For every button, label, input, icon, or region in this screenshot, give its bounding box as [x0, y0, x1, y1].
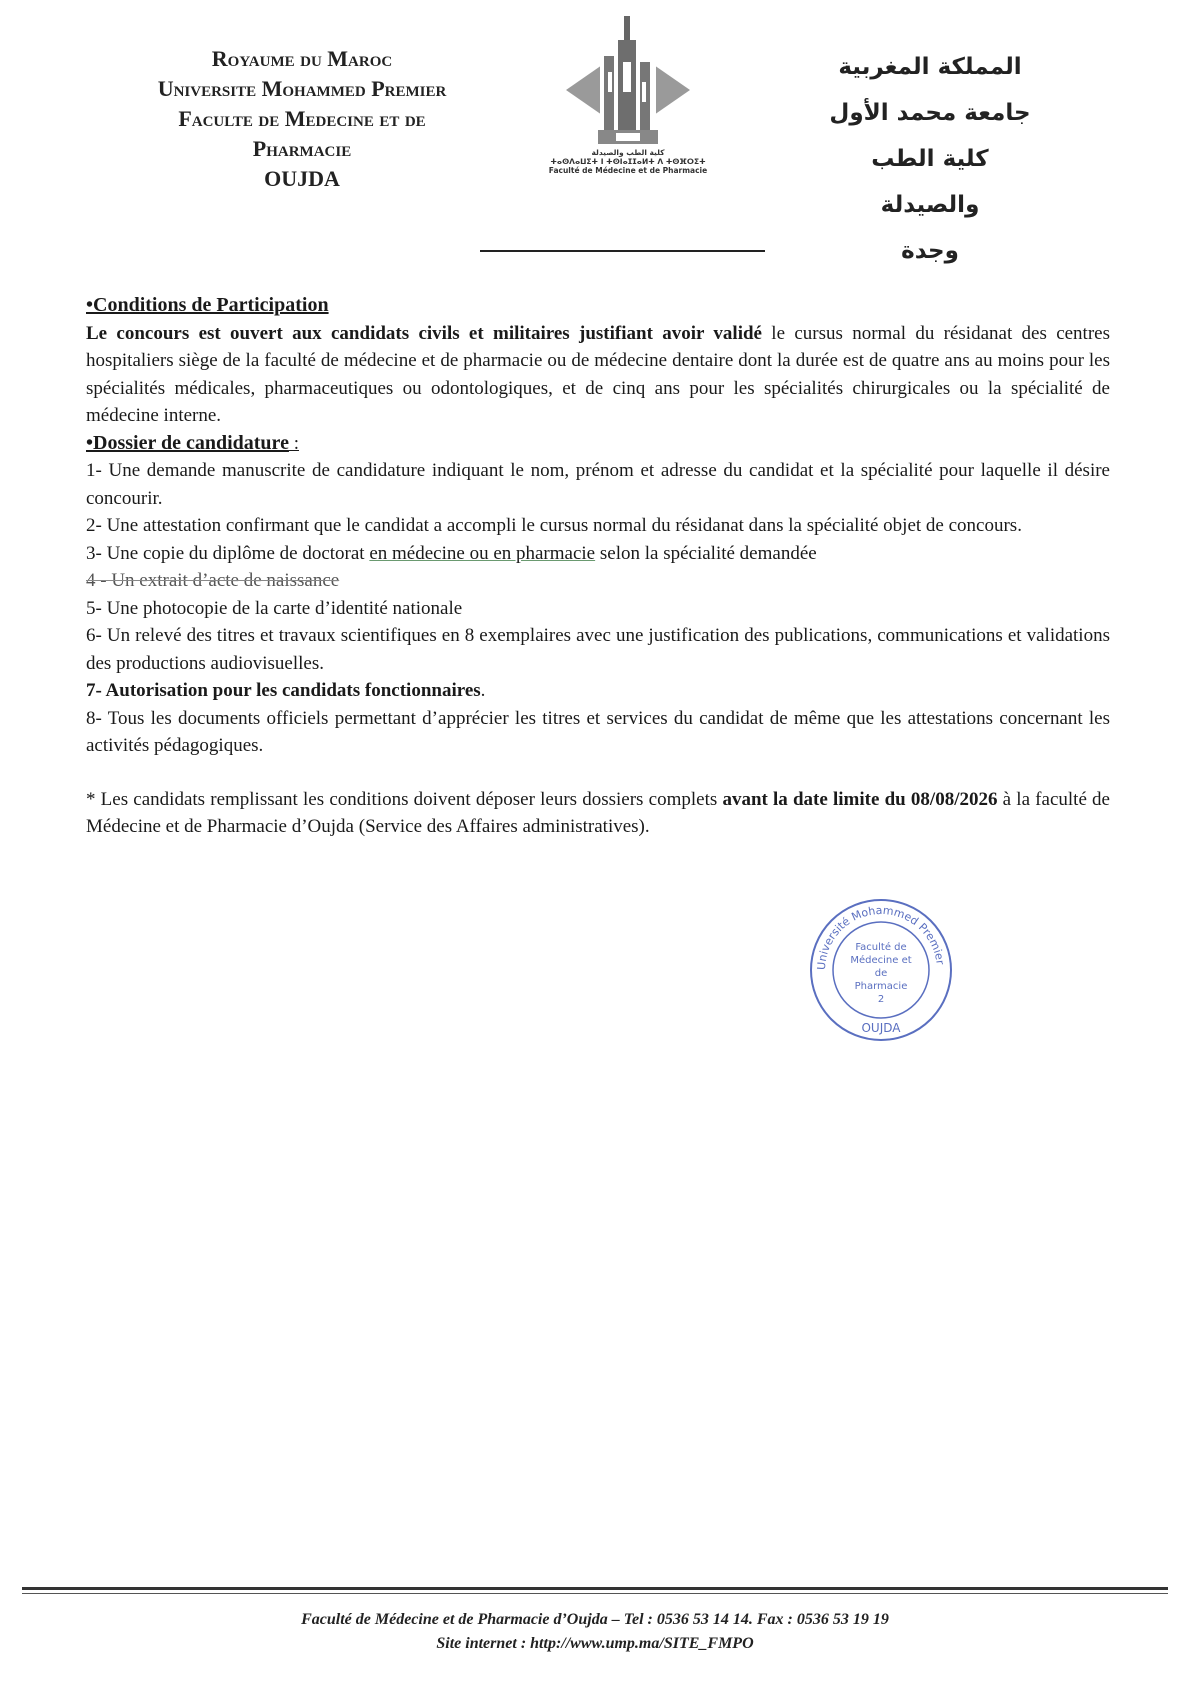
logo-caption-tifinagh: ⵜⴰⵙⴷⴰⵡⵉⵜ ⵏ ⵜⵙⵏⴰⵊⵊⴰⵍⵜ ⴷ ⵜⵙⴼⵔⵉⵜ [550, 157, 706, 166]
stamp-line: Faculté de [855, 942, 907, 953]
list-item: 7- Autorisation pour les candidats fonctionnaires. [86, 680, 486, 701]
list-item: 5- Une photocopie de la carte d’identité nationale [86, 597, 463, 619]
footer-divider [22, 1587, 1168, 1590]
logo-caption [528, 148, 728, 175]
logo-caption-french: Faculté de Médecine et de Pharmacie [548, 166, 708, 175]
list-item: 1- Une demande manuscrite de candidature indiquant le nom, prénom et adresse du candidat et la spécialité pour laquelle il désire concourir. [86, 460, 1110, 509]
header-fr-line: OUJDA [264, 166, 340, 191]
conditions-paragraph [86, 320, 1110, 430]
struck-item: 4 - Un extrait d’acte de naissance [86, 570, 340, 591]
section-title-suffix: : [288, 432, 299, 454]
header-french [92, 44, 512, 194]
section-title-dossier: •Dossier de candidature : [86, 431, 299, 454]
logo-caption-arabic: كلية الطب والصيدلة [591, 148, 665, 157]
header-arabic [820, 44, 1040, 274]
header-fr-line: Pharmacie [252, 136, 352, 161]
stamp-line: 2 [877, 994, 885, 1005]
stamp-bottom-text: OUJDA [861, 1021, 901, 1035]
deadline-date: avant la date limite du 08/08/2026 [722, 788, 998, 810]
footer-divider-thin [22, 1593, 1168, 1594]
header-ar-line: المملكة المغربية [838, 54, 1022, 80]
header-fr-line: Royaume du Maroc [211, 46, 393, 71]
list-item: 2- Une attestation confirmant que le candidat a accompli le cursus normal du résidanat dans la spécialité objet de concours. [86, 515, 1022, 536]
stamp-ring-text: Université Mohammed Premier [814, 903, 947, 971]
list-item: 6- Un relevé des titres et travaux scientifiques en 8 exemplaires avec une justification des publications, communications et validations des productions audiovisuelles. [86, 625, 1110, 674]
footer-website: Site internet : http://www.ump.ma/SITE_FMPO [436, 1635, 754, 1652]
header-fr-line: Faculte de Medecine et de [178, 106, 426, 131]
conditions-text: le cursus normal du résidanat des centres hospitaliers siège de la faculté de médecine et de pharmacie ou de médecine dentaire dont la durée est de quatre ans au moins pour les spécialités médicales, pharmaceutiques ou odontologiques, et de cinq ans pour les spécialités chirurgicales ou la spécialité de médecine interne. [86, 322, 1110, 426]
deadline-note: * Les candidats remplissant les conditions doivent déposer leurs dossiers complets avant la date limite du 08/08/2026 à la faculté de Médecine et de Pharmacie d’Oujda (Service des Affaires administratives). [86, 788, 1110, 837]
stamp-line: Pharmacie [854, 981, 908, 992]
section-title-conditions: •Conditions de Participation [86, 294, 329, 316]
header-divider [480, 250, 765, 252]
header-ar-line: كلية الطب والصيدلة [871, 146, 989, 218]
conditions-bold-lead: Le concours est ouvert aux candidats civils et militaires justifiant avoir validé [86, 322, 762, 344]
footer-contact: Faculté de Médecine et de Pharmacie d’Oujda – Tel : 0536 53 14 14. Fax : 0536 53 19 19 [301, 1611, 889, 1628]
header-ar-line: جامعة محمد الأول [829, 100, 1031, 126]
main-content [86, 292, 1110, 841]
official-stamp [806, 895, 956, 1045]
underlined-phrase: en médecine ou en pharmacie [369, 542, 596, 564]
list-item: 3- Une copie du diplôme de doctorat en médecine ou en pharmacie selon la spécialité demandée [86, 542, 817, 564]
list-item: 8- Tous les documents officiels permettant d’apprécier les titres et services du candidat de même que les attestations concernant les activités pédagogiques. [86, 707, 1110, 756]
stamp-line: de [874, 968, 888, 979]
header-fr-line: Universite Mohammed Premier [157, 76, 447, 101]
stamp-line: Médecine et [850, 955, 912, 966]
header-ar-line: وجدة [901, 238, 959, 264]
footer [0, 1608, 1190, 1656]
list-item [86, 567, 1110, 595]
